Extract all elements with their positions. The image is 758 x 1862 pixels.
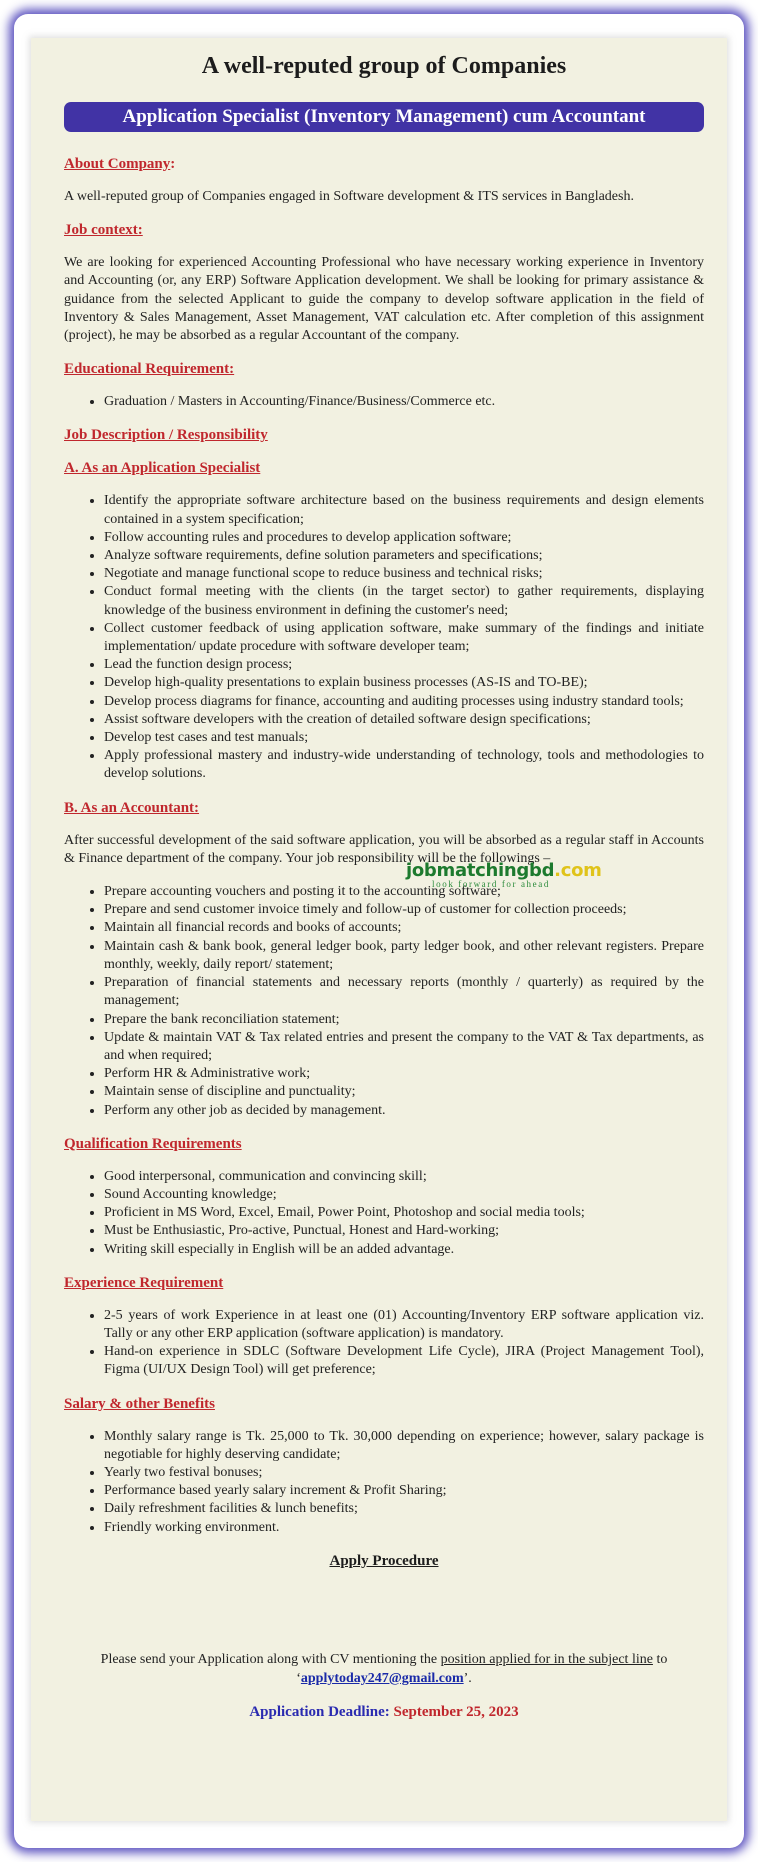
list-item: • Prepare the bank reconciliation statement;: [104, 1011, 704, 1029]
list-item: • Monthly salary range is Tk. 25,000 to Tk. 30,000 depending on experience; however, salary package is negotiable for highly deserving candidate;: [104, 1428, 704, 1464]
about-heading: [64, 155, 704, 173]
qualification-heading: Qualification Requirements: [64, 1135, 242, 1152]
list-item: • Conduct formal meeting with the clients (in the target sector) to gather requirements, displaying knowledge of the business environment in defining the customer's need;: [104, 583, 704, 619]
salary-list: [64, 1428, 704, 1537]
list-item: • Analyze software requirements, define solution parameters and specifications;: [104, 547, 704, 565]
apply-email-link[interactable]: applytoday247@gmail.com: [300, 1670, 464, 1686]
list-item: • Negotiate and manage functional scope to reduce business and technical risks;: [104, 565, 704, 583]
list-item: • Prepare and send customer invoice timely and follow-up of customer for collection proceeds;: [104, 901, 704, 919]
list-item: • Maintain all financial records and books of accounts;: [104, 919, 704, 937]
list-item: • Perform any other job as decided by management.: [104, 1102, 704, 1120]
list-item: • Apply professional mastery and industry-wide understanding of technology, tools and methodologies to develop solutions.: [104, 747, 704, 783]
application-deadline: [64, 1704, 704, 1721]
apply-text-after: to: [652, 1651, 668, 1667]
watermark-brand: [406, 860, 602, 881]
list-item: • Daily refreshment facilities & lunch benefits;: [104, 1500, 704, 1518]
accountant-list: [64, 883, 704, 1120]
about-heading-colon: :: [170, 156, 176, 172]
education-list: [64, 393, 704, 411]
list-item: • Assist software developers with the creation of detailed software design specifications;: [104, 711, 704, 729]
list-item: • Perform HR & Administrative work;: [104, 1065, 704, 1083]
apply-instructions: [64, 1650, 704, 1688]
page-frame: [14, 14, 744, 1848]
watermark-brand-name: jobmatchingbd: [406, 860, 555, 881]
list-item: • Develop process diagrams for finance, accounting and auditing processes using industry standard tools;: [104, 693, 704, 711]
job-description-heading: Job Description / Responsibility: [64, 427, 268, 444]
list-item: • Develop high-quality presentations to explain business processes (AS-IS and TO-BE);: [104, 674, 704, 692]
apply-text-underlined: position applied for in the subject line: [440, 1651, 653, 1667]
watermark-tagline: look forward for ahead: [432, 879, 550, 889]
accountant-heading: B. As an Accountant:: [64, 799, 200, 816]
education-heading: Educational Requirement:: [64, 361, 235, 378]
quote-close: ’.: [463, 1670, 472, 1686]
watermark-domain: .com: [554, 860, 602, 881]
accountant-intro: After successful development of the said software application, you will be absorbed as a regular staff in Accounts & Finance department of the company. Your job responsibility will be the followings –: [64, 832, 704, 866]
salary-heading: Salary & other Benefits: [64, 1395, 215, 1412]
quote-open: ‘: [296, 1670, 301, 1686]
list-item: • Preparation of financial statements and necessary reports (monthly / quarterly) as required by the management;: [104, 974, 704, 1010]
deadline-label: Application Deadline:: [249, 1703, 390, 1720]
experience-list: [64, 1307, 704, 1380]
apply-procedure-heading: Apply Procedure: [329, 1552, 439, 1569]
list-item: • Sound Accounting knowledge;: [104, 1186, 704, 1204]
context-heading: Job context:: [64, 222, 143, 239]
experience-heading: Experience Requirement: [64, 1274, 224, 1291]
list-item: • Follow accounting rules and procedures to develop application software;: [104, 529, 704, 547]
list-item: • Hand-on experience in SDLC (Software Development Life Cycle), JIRA (Project Management Tool), Figma (UI/UX Design Tool) will get preference;: [104, 1343, 704, 1379]
context-text: We are looking for experienced Accounting Professional who have necessary working experience in Inventory and Accounting (or, any ERP) Software Application development. We shall be looking for primary assistance & guidance from the selected Applicant to guide the company to develop software application in the field of Inventory & Sales Management, Asset Management, VAT calculation etc. After completion of this assignment (project), he may be absorbed as a regular Accountant of the company.: [64, 255, 704, 344]
list-item: • Graduation / Masters in Accounting/Finance/Business/Commerce etc.: [104, 393, 704, 411]
job-circular-content: [64, 38, 704, 1721]
job-title-banner: Application Specialist (Inventory Management) cum Accountant: [64, 102, 704, 132]
list-item: • Good interpersonal, communication and convincing skill;: [104, 1168, 704, 1186]
about-heading-text: About Company: [64, 156, 171, 172]
deadline-date: September 25, 2023: [393, 1703, 519, 1720]
specialist-list: [64, 492, 704, 783]
apply-text-before: Please send your Application along with CV mentioning the: [100, 1651, 441, 1667]
list-item: • Identify the appropriate software architecture based on the business requirements and design elements contained in a system specification;: [104, 492, 704, 528]
list-item: • Writing skill especially in English will be an added advantage.: [104, 1241, 704, 1259]
list-item: • Yearly two festival bonuses;: [104, 1464, 704, 1482]
apply-procedure-block: [64, 1552, 704, 1570]
job-circular-sheet: [31, 38, 727, 1821]
list-item: • Prepare accounting vouchers and posting it to the accounting software;: [104, 883, 704, 901]
list-item: • Maintain cash & bank book, general ledger book, party ledger book, and other relevant registers. Prepare monthly, weekly, daily report/ statement;: [104, 938, 704, 974]
list-item: • Lead the function design process;: [104, 656, 704, 674]
list-item: • Friendly working environment.: [104, 1519, 704, 1537]
list-item: • Maintain sense of discipline and punctuality;: [104, 1083, 704, 1101]
specialist-heading: A. As an Application Specialist: [64, 460, 261, 477]
list-item: • 2-5 years of work Experience in at least one (01) Accounting/Inventory ERP software application viz. Tally or any other ERP application (software application) is mandatory.: [104, 1307, 704, 1343]
qualification-list: [64, 1168, 704, 1259]
company-title: A well-reputed group of Companies: [201, 53, 567, 79]
list-item: • Proficient in MS Word, Excel, Email, Power Point, Photoshop and social media tools;: [104, 1204, 704, 1222]
list-item: • Performance based yearly salary increment & Profit Sharing;: [104, 1482, 704, 1500]
list-item: • Collect customer feedback of using application software, make summary of the findings and initiate implementation/ update procedure with software developer team;: [104, 620, 704, 656]
about-text: A well-reputed group of Companies engaged in Software development & ITS services in Bangladesh.: [64, 189, 634, 204]
list-item: • Update & maintain VAT & Tax related entries and present the company to the VAT & Tax departments, as and when required;: [104, 1029, 704, 1065]
list-item: • Develop test cases and test manuals;: [104, 729, 704, 747]
jobmatchingbd-watermark-logo: [406, 860, 602, 891]
list-item: • Must be Enthusiastic, Pro-active, Punctual, Honest and Hard-working;: [104, 1222, 704, 1240]
